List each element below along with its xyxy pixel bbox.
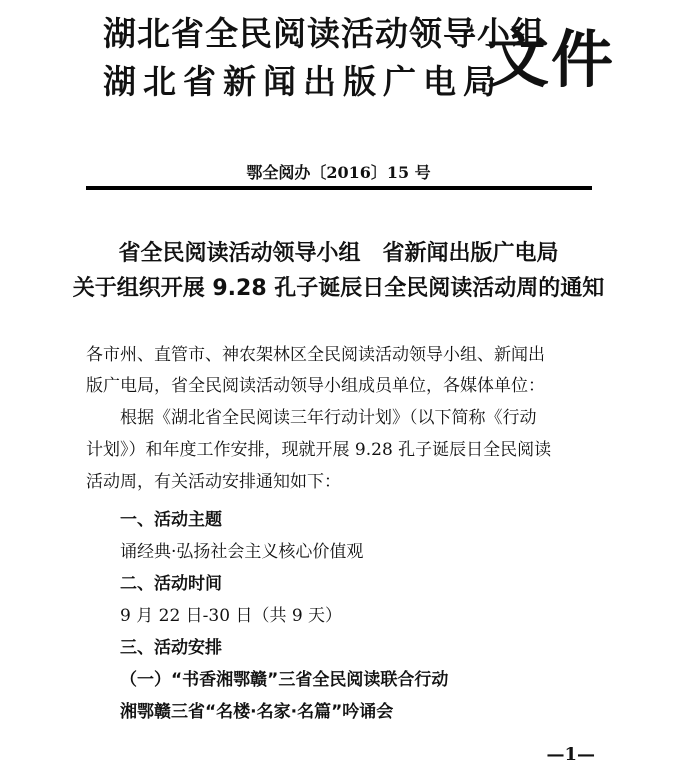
paragraph-1-line-1: 根据《湖北省全民阅读三年行动计划》（以下简称《行动 — [120, 408, 537, 428]
page-number: —1— — [546, 744, 595, 765]
section-2-content: 9 月 22 日-30 日（共 9 天） — [120, 606, 343, 626]
section-1-heading: 一、活动主题 — [120, 510, 222, 530]
section-3-heading: 三、活动安排 — [120, 638, 222, 658]
document-title-line-1: 省全民阅读活动领导小组 省新闻出版广电局 — [118, 241, 559, 266]
addressee-line-2: 版广电局，省全民阅读活动领导小组成员单位，各媒体单位： — [86, 376, 545, 396]
paragraph-1-line-2: 计划》）和年度工作安排，现就开展 9.28 孔子诞辰日全民阅读 — [86, 440, 552, 460]
section-1-content: 诵经典·弘扬社会主义核心价值观 — [120, 542, 364, 562]
document-type-label: 文件 — [487, 23, 616, 96]
section-3-subheading-1: （一）“书香湘鄂赣”三省全民阅读联合行动 — [120, 670, 449, 690]
issuing-org-line-2: 湖北省新闻出版广电局 — [103, 62, 503, 101]
section-3-sub-1-content: 湘鄂赣三省“名楼·名家·名篇”吟诵会 — [120, 702, 394, 722]
document-number: 鄂全阅办〔2016〕15 号 — [246, 163, 431, 182]
document-title-line-2: 关于组织开展 9.28 孔子诞辰日全民阅读活动周的通知 — [72, 276, 605, 301]
section-2-heading: 二、活动时间 — [120, 574, 222, 594]
issuing-org-line-1: 湖北省全民阅读活动领导小组 — [103, 14, 545, 53]
addressee-line-1: 各市州、直管市、神农架林区全民阅读活动领导小组、新闻出 — [86, 345, 545, 365]
paragraph-1-line-3: 活动周，有关活动安排通知如下： — [86, 472, 341, 492]
header-divider — [86, 186, 592, 190]
